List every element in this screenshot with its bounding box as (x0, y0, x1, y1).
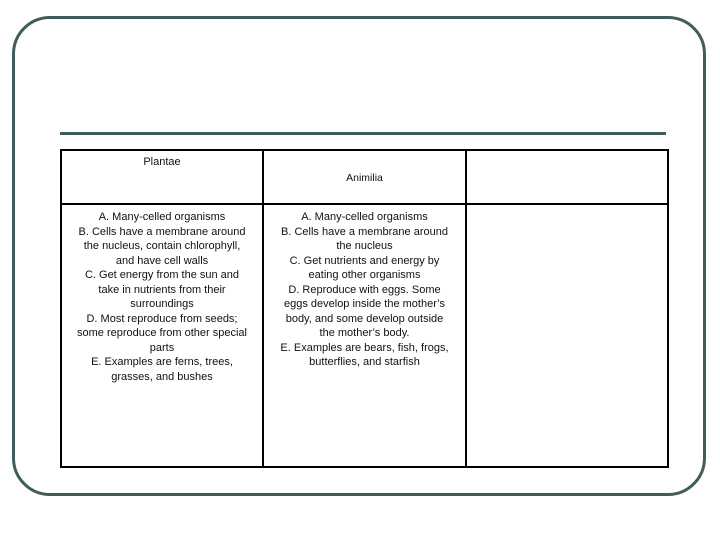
plantae-line: grasses, and bushes (111, 370, 213, 383)
kingdom-comparison-table (60, 149, 669, 468)
table-header-row (61, 150, 668, 204)
plantae-traits-text (68, 210, 256, 384)
plantae-line: A. Many-celled organisms (98, 211, 226, 223)
plantae-line: the nucleus, contain chlorophyll, (83, 240, 241, 252)
animalia-line: the mother’s body. (319, 327, 410, 339)
animalia-line: the nucleus (336, 240, 393, 252)
animalia-line: eggs develop inside the mother’s (283, 298, 446, 310)
plantae-line: some reproduce from other special (77, 327, 247, 339)
animalia-traits-cell (263, 204, 466, 467)
plantae-line: surroundings (130, 298, 194, 310)
header-plantae: Plantae (61, 150, 263, 204)
table-row (61, 204, 668, 467)
empty-cell (466, 204, 668, 467)
plantae-line: B. Cells have a membrane around (78, 225, 246, 238)
plantae-line: and have cell walls (115, 254, 209, 267)
animalia-line: body, and some develop outside (285, 312, 444, 325)
plantae-line: D. Most reproduce from seeds; (86, 312, 238, 325)
animalia-traits-text (270, 210, 459, 370)
plantae-line: C. Get energy from the sun and (84, 269, 240, 281)
title-divider-rule (60, 132, 666, 135)
animalia-line: A. Many-celled organisms (301, 211, 428, 223)
animalia-line: C. Get nutrients and energy by (289, 254, 440, 267)
animalia-line: butterflies, and starfish (309, 356, 420, 368)
plantae-line: parts (149, 341, 175, 354)
plantae-line: take in nutrients from their (98, 283, 226, 296)
animalia-line: E. Examples are bears, fish, frogs, (280, 341, 449, 354)
animalia-line: eating other organisms (308, 269, 421, 281)
header-animalia: Animilia (263, 150, 466, 204)
plantae-line: E. Examples are ferns, trees, (91, 356, 233, 368)
header-empty (466, 150, 668, 204)
animalia-line: D. Reproduce with eggs. Some (288, 283, 441, 296)
animalia-line: B. Cells have a membrane around (281, 225, 448, 238)
plantae-traits-cell (61, 204, 263, 467)
